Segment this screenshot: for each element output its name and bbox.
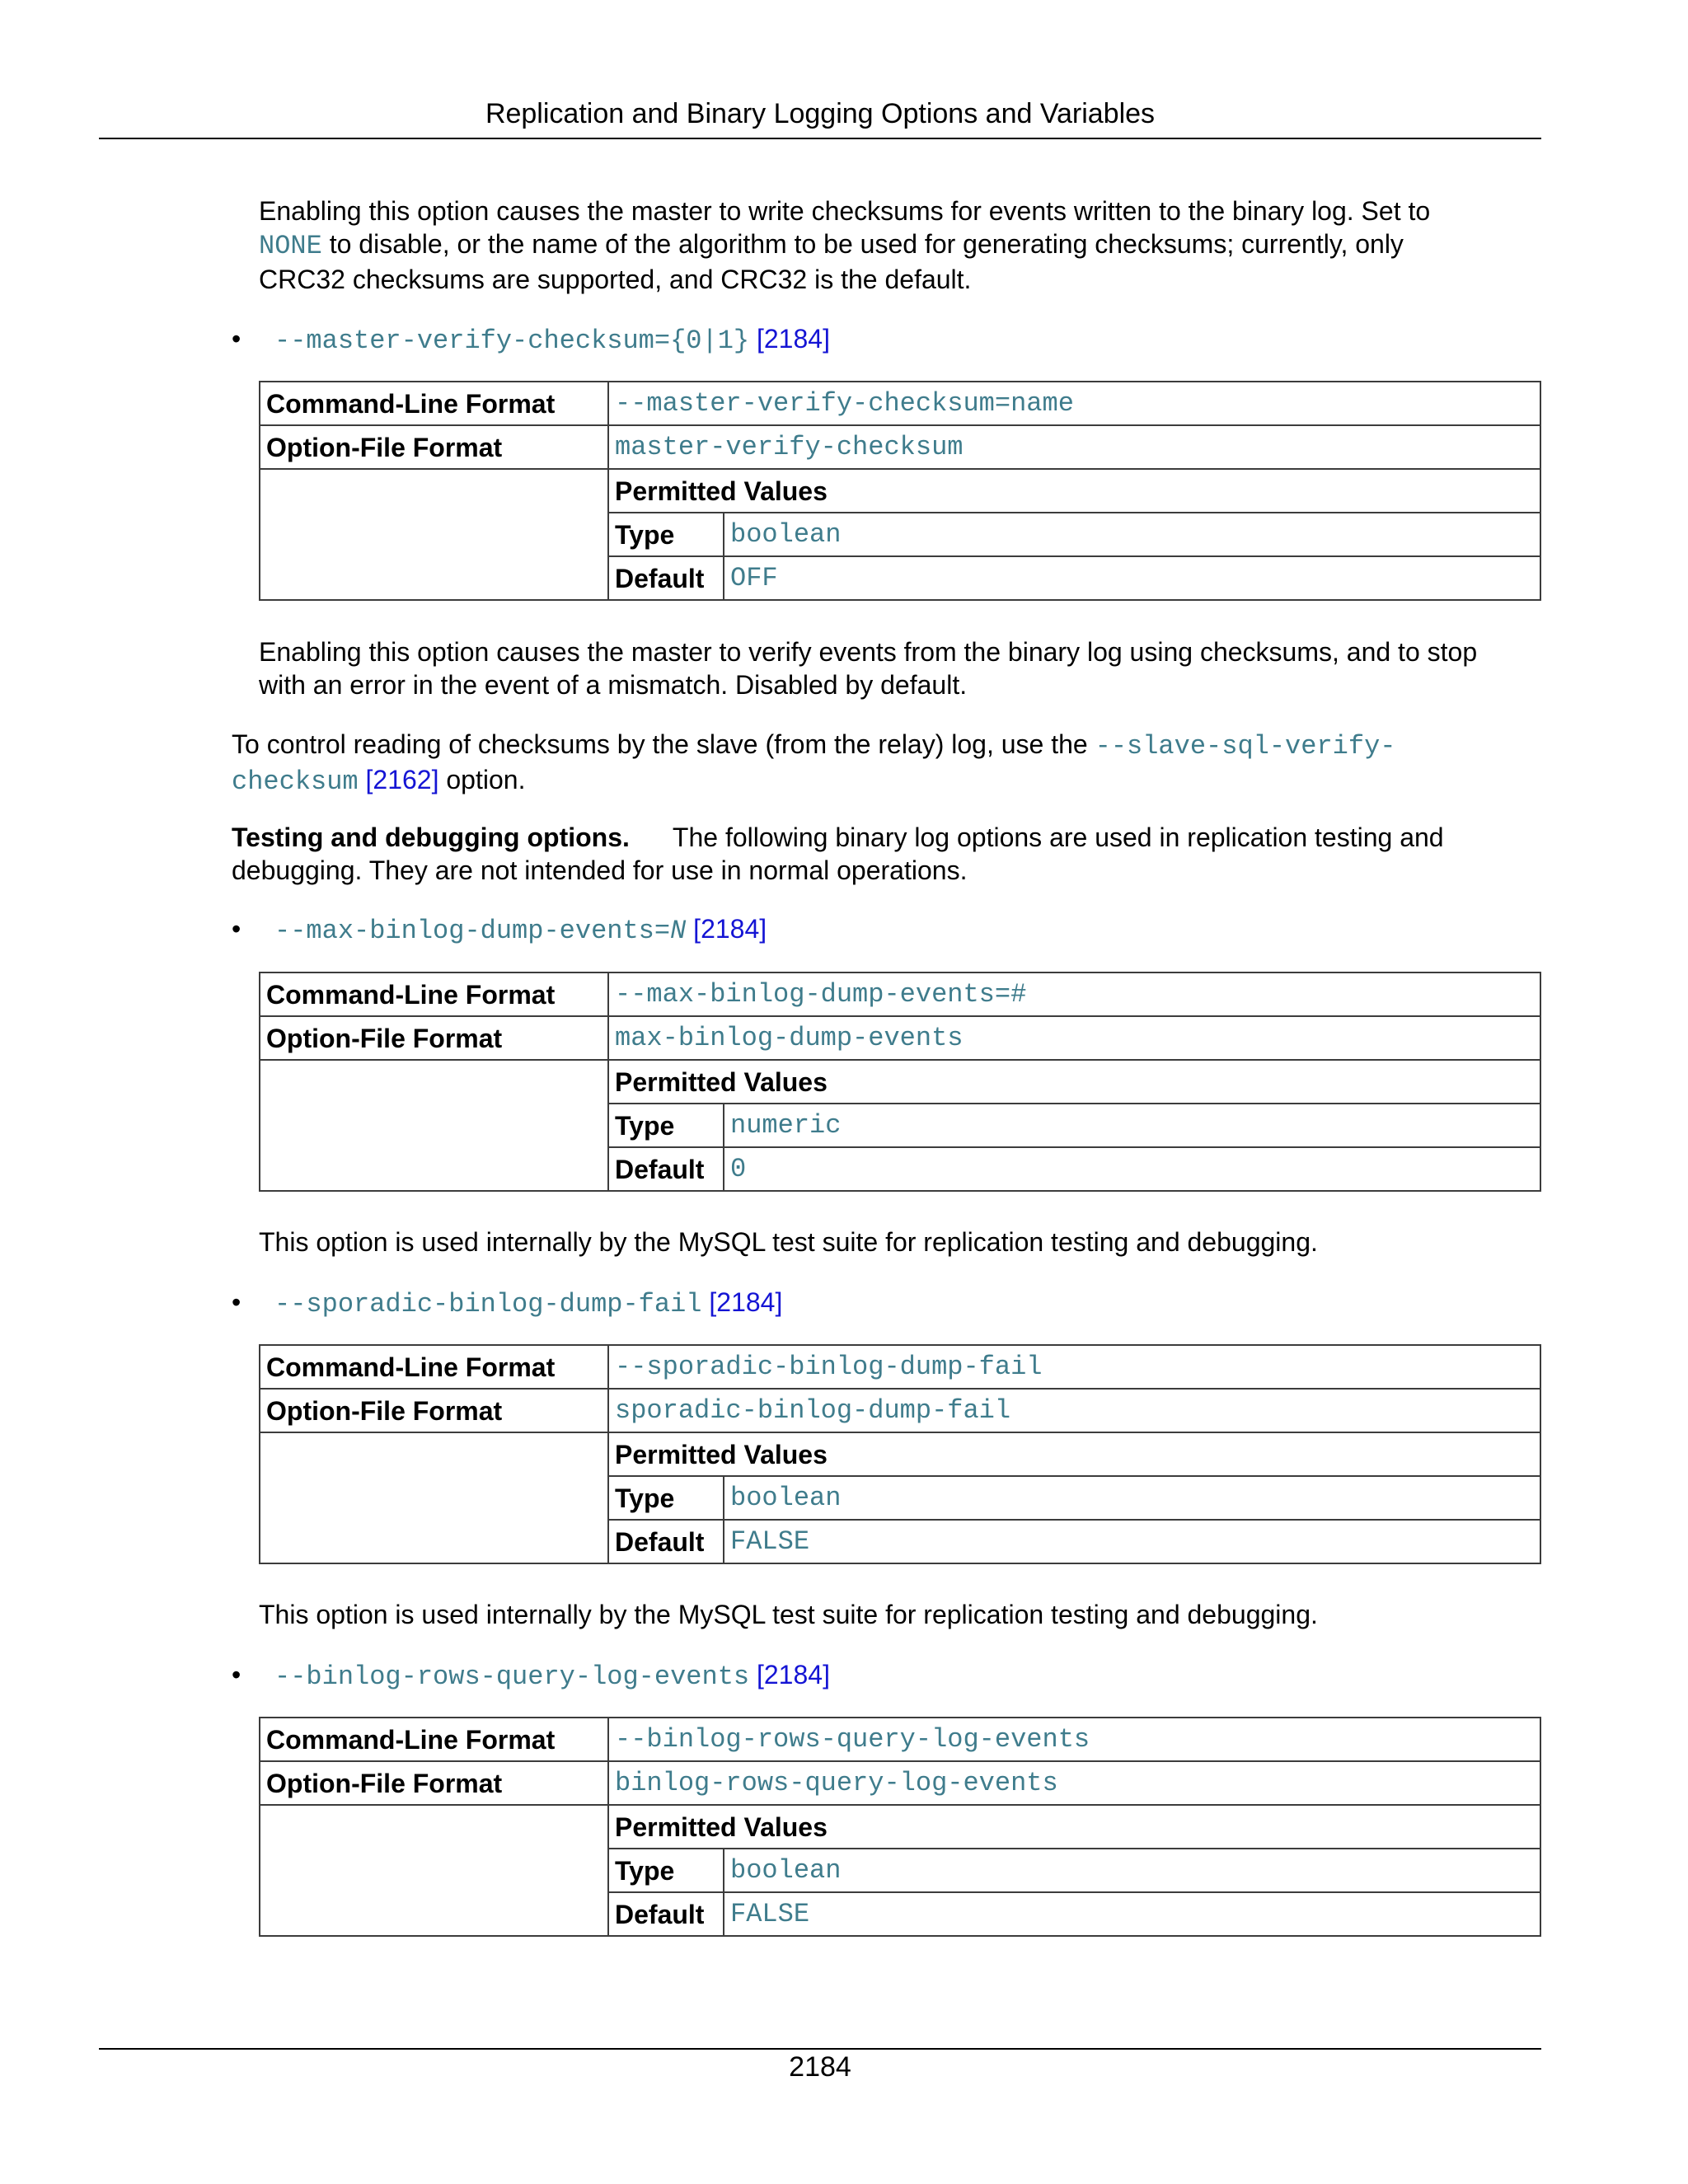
type-value: boolean xyxy=(724,513,1540,556)
option-link[interactable] xyxy=(274,914,686,944)
paragraph-text: CRC32 checksums are supported, and CRC32 is the default. xyxy=(259,265,972,294)
paragraph-text: with an error in the event of a mismatch. Disabled by default. xyxy=(259,670,968,700)
permitted-values-label: Permitted Values xyxy=(608,1060,1540,1104)
page-ref-link[interactable]: [2162] xyxy=(365,765,439,794)
file-format-value: master-verify-checksum xyxy=(608,425,1540,469)
file-format-label: Option-File Format xyxy=(260,1389,608,1432)
paragraph-internal-use xyxy=(259,1226,1545,1258)
default-label: Default xyxy=(608,1147,724,1191)
option-link-text[interactable]: --max-binlog-dump-events= xyxy=(274,916,671,946)
paragraph-master-checksum xyxy=(259,194,1545,296)
file-format-label: Option-File Format xyxy=(260,1016,608,1060)
file-format-value: binlog-rows-query-log-events xyxy=(608,1761,1540,1805)
paragraph-text: The following binary log options are used in replication testing and xyxy=(672,823,1444,852)
paragraph-text: This option is used internally by the MySQL test suite for replication testing and debugging. xyxy=(259,1227,1318,1257)
paragraph-slave-checksum xyxy=(232,728,1550,799)
cmd-format-value: --sporadic-binlog-dump-fail xyxy=(608,1345,1540,1389)
bullet-dot: • xyxy=(232,914,241,944)
default-value: FALSE xyxy=(724,1892,1540,1936)
paragraph-internal-use xyxy=(259,1598,1545,1631)
type-value: boolean xyxy=(724,1476,1540,1520)
file-format-label: Option-File Format xyxy=(260,1761,608,1805)
page-ref-link[interactable]: [2184] xyxy=(709,1287,783,1317)
option-link[interactable]: --master-verify-checksum={0|1} xyxy=(274,326,750,356)
page-ref-link[interactable]: [2184] xyxy=(756,1660,830,1690)
page-number: 2184 xyxy=(789,2051,851,2083)
cmd-format-value: --binlog-rows-query-log-events xyxy=(608,1718,1540,1761)
run-in-heading: Testing and debugging options. xyxy=(232,823,630,852)
default-label: Default xyxy=(608,1892,724,1936)
paragraph-text: Enabling this option causes the master to write checksums for events written to the binary log. Set to xyxy=(259,196,1431,226)
bullet-dot: • xyxy=(232,1660,241,1690)
option-link[interactable]: --sporadic-binlog-dump-fail xyxy=(274,1289,702,1319)
option-table xyxy=(259,1717,1541,1937)
code-none: NONE xyxy=(259,231,322,261)
option-table xyxy=(259,972,1541,1192)
option-link-placeholder[interactable]: N xyxy=(670,916,687,946)
empty-cell xyxy=(260,1060,608,1191)
header-rule xyxy=(99,138,1541,139)
page-ref-link[interactable]: [2184] xyxy=(756,324,830,354)
default-label: Default xyxy=(608,556,724,600)
option-link[interactable]: --slave-sql-verify- xyxy=(1095,731,1396,762)
paragraph-text: This option is used internally by the MySQL test suite for replication testing and debugging. xyxy=(259,1600,1318,1629)
type-label: Type xyxy=(608,513,724,556)
default-label: Default xyxy=(608,1520,724,1563)
option-link[interactable]: checksum xyxy=(232,766,359,797)
option-table xyxy=(259,1344,1541,1564)
permitted-values-label: Permitted Values xyxy=(608,1805,1540,1849)
paragraph-text: debugging. They are not intended for use in normal operations. xyxy=(232,855,968,885)
paragraph-testing-options xyxy=(232,821,1550,887)
empty-cell xyxy=(260,469,608,600)
permitted-values-label: Permitted Values xyxy=(608,1432,1540,1476)
page-ref-link[interactable]: [2184] xyxy=(693,914,767,944)
default-value: 0 xyxy=(724,1147,1540,1191)
cmd-format-value: --master-verify-checksum=name xyxy=(608,382,1540,425)
type-value: boolean xyxy=(724,1849,1540,1892)
bullet-dot: • xyxy=(232,324,241,354)
paragraph-text: option. xyxy=(438,765,526,794)
paragraph-text: Enabling this option causes the master to verify events from the binary log using checksums, and to stop xyxy=(259,637,1478,667)
option-link[interactable]: --binlog-rows-query-log-events xyxy=(274,1661,750,1692)
type-value: numeric xyxy=(724,1104,1540,1147)
cmd-format-label: Command-Line Format xyxy=(260,1345,608,1389)
file-format-value: sporadic-binlog-dump-fail xyxy=(608,1389,1540,1432)
file-format-label: Option-File Format xyxy=(260,425,608,469)
cmd-format-label: Command-Line Format xyxy=(260,382,608,425)
cmd-format-label: Command-Line Format xyxy=(260,972,608,1016)
paragraph-verify-checksum xyxy=(259,635,1545,701)
type-label: Type xyxy=(608,1104,724,1147)
type-label: Type xyxy=(608,1849,724,1892)
empty-cell xyxy=(260,1805,608,1936)
cmd-format-value: --max-binlog-dump-events=# xyxy=(608,972,1540,1016)
running-header: Replication and Binary Logging Options and Variables xyxy=(485,98,1156,129)
file-format-value: max-binlog-dump-events xyxy=(608,1016,1540,1060)
default-value: OFF xyxy=(724,556,1540,600)
permitted-values-label: Permitted Values xyxy=(608,469,1540,513)
default-value: FALSE xyxy=(724,1520,1540,1563)
cmd-format-label: Command-Line Format xyxy=(260,1718,608,1761)
type-label: Type xyxy=(608,1476,724,1520)
bullet-dot: • xyxy=(232,1287,241,1317)
option-table xyxy=(259,381,1541,601)
paragraph-text: To control reading of checksums by the slave (from the relay) log, use the xyxy=(232,729,1095,759)
paragraph-text: to disable, or the name of the algorithm to be used for generating checksums; currently, only xyxy=(321,229,1404,259)
empty-cell xyxy=(260,1432,608,1563)
